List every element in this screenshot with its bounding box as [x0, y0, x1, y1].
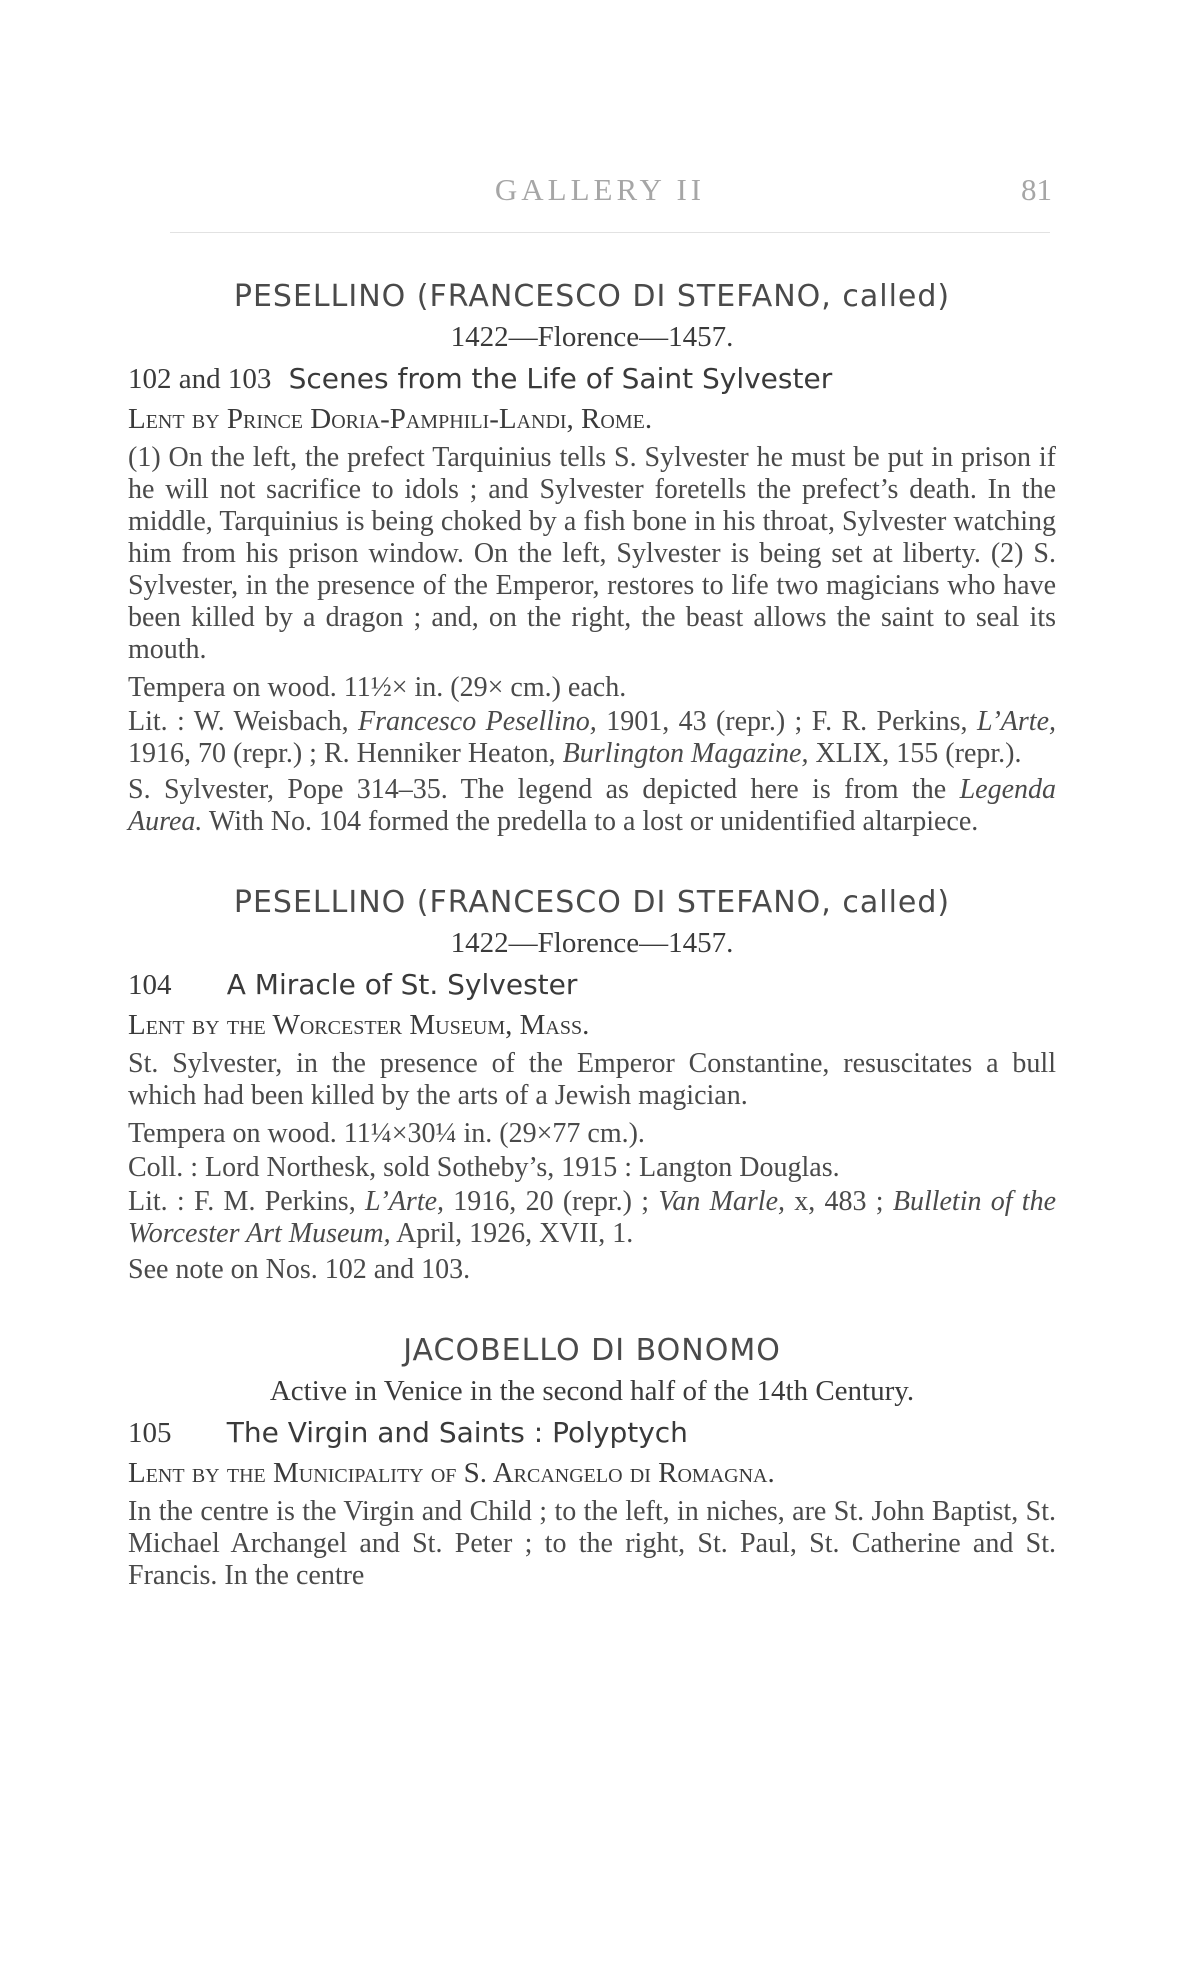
lit-text: Lit. : F. M. Perkins, — [128, 1186, 365, 1217]
lit-title: Van Marle, — [658, 1186, 786, 1217]
entry-title-text: The Virgin and Saints : Polyptych — [226, 1416, 688, 1449]
lender-line — [128, 400, 1056, 438]
lit-text: 1901, 43 (repr.) ; — [596, 706, 803, 737]
catalogue-entry — [128, 276, 1056, 838]
lender-name: Worcester Museum, Mass. — [272, 1009, 590, 1041]
lender-name: Prince Doria-Pamphili-Landi, Rome. — [226, 403, 653, 435]
artist-heading: PESELLINO (FRANCESCO DI STEFANO, called) — [233, 885, 951, 920]
running-title: GALLERY II — [494, 172, 706, 207]
artist-heading: PESELLINO (FRANCESCO DI STEFANO, called) — [233, 279, 951, 314]
lender-line — [128, 1006, 1056, 1044]
lit-text: 1916, 20 (repr.) ; — [444, 1186, 659, 1217]
running-head — [0, 172, 1200, 212]
entry-title — [128, 964, 1056, 1006]
lit-text: XLIX, 155 (repr.). — [808, 738, 1022, 769]
entry-number: 105 — [128, 1417, 172, 1449]
page-number: 81 — [1021, 172, 1052, 207]
entry-title — [128, 358, 1056, 400]
entry-title-text: Scenes from the Life of Saint Sylvester — [288, 362, 833, 395]
lit-text: x, 483 ; — [785, 1186, 884, 1217]
entry-medium: Tempera on wood. 11¼×30¼ in. (29×77 cm.). — [128, 1118, 645, 1149]
entry-literature — [128, 706, 1056, 770]
note-title: Legenda Aurea. — [128, 774, 1056, 837]
lit-title: Burlington Magazine, — [562, 738, 809, 769]
catalogue-entry — [128, 882, 1056, 1286]
lender-prefix: Lent by — [128, 403, 227, 435]
note-text: With No. 104 formed the predella to a lost or unidentified altarpiece. — [202, 806, 979, 837]
entry-description: St. Sylvester, in the presence of the Emperor Constantine, resuscitates a bull which had been killed by the arts of a Jewish magician. — [128, 1048, 1056, 1111]
entry-number: 104 — [128, 969, 172, 1001]
lit-title: L’Arte, — [976, 706, 1057, 737]
artist-heading: JACOBELLO DI BONOMO — [403, 1333, 781, 1368]
artist-dates: Active in Venice in the second half of the 14th Century. — [269, 1375, 915, 1407]
entry-see-note: See note on Nos. 102 and 103. — [128, 1254, 471, 1285]
catalogue-entry — [128, 1330, 1056, 1592]
entry-medium: Tempera on wood. 11½× in. (29× cm.) each. — [128, 672, 627, 703]
entry-title — [128, 1412, 1056, 1454]
entry-note — [128, 774, 1056, 838]
lit-text: F. R. Perkins, — [811, 706, 977, 737]
lit-title: Francesco Pesellino, — [358, 706, 597, 737]
lit-text: 1916, 70 (repr.) ; R. Henniker Heaton, — [128, 738, 556, 769]
artist-dates: 1422—Florence—1457. — [450, 927, 734, 959]
artist-dates: 1422—Florence—1457. — [450, 321, 734, 353]
lender-name: Municipality of S. Arcangelo di Romagna. — [273, 1457, 775, 1489]
entry-description: In the centre is the Virgin and Child ; to the left, in niches, are St. John Baptist, St. Michael Archangel and St. Peter ; to the right, St. Paul, St. Catherine and St. Francis. In the centre — [128, 1496, 1056, 1591]
entry-number: 102 and 103 — [128, 363, 272, 395]
note-text: S. Sylvester, Pope 314–35. The legend as depicted here is from the — [128, 774, 960, 805]
header-divider — [170, 232, 1050, 233]
lit-title: Bulletin of the Worcester Art Museum, — [128, 1186, 1056, 1249]
entry-description: (1) On the left, the prefect Tarquinius tells S. Sylvester he must be put in prison if he will not sacrifice to idols ; and Sylvester foretells the prefect’s death. In the middle, Tarquinius is being choked by a fish bone in his throat, Sylvester watching him from his prison window. On the left, Sylvester is being set at liberty. (2) S. Sylvester, in the presence of the Emperor, restores to life two magicians who have been killed by a dragon ; and, on the right, the beast allows the saint to seal its mouth. — [128, 442, 1056, 665]
entry-literature — [128, 1186, 1056, 1250]
lit-text: April, 1926, XVII, 1. — [390, 1218, 634, 1249]
entry-title-text: A Miracle of St. Sylvester — [226, 968, 578, 1001]
lit-title: L’Arte, — [364, 1186, 445, 1217]
lender-line — [128, 1454, 1056, 1492]
entry-collection: Coll. : Lord Northesk, sold Sotheby’s, 1915 : Langton Douglas. — [128, 1152, 840, 1183]
lender-prefix: Lent by the — [128, 1457, 274, 1489]
lender-prefix: Lent by the — [128, 1009, 273, 1041]
catalogue-content — [128, 276, 1056, 1636]
lit-text: Lit. : W. Weisbach, — [128, 706, 359, 737]
